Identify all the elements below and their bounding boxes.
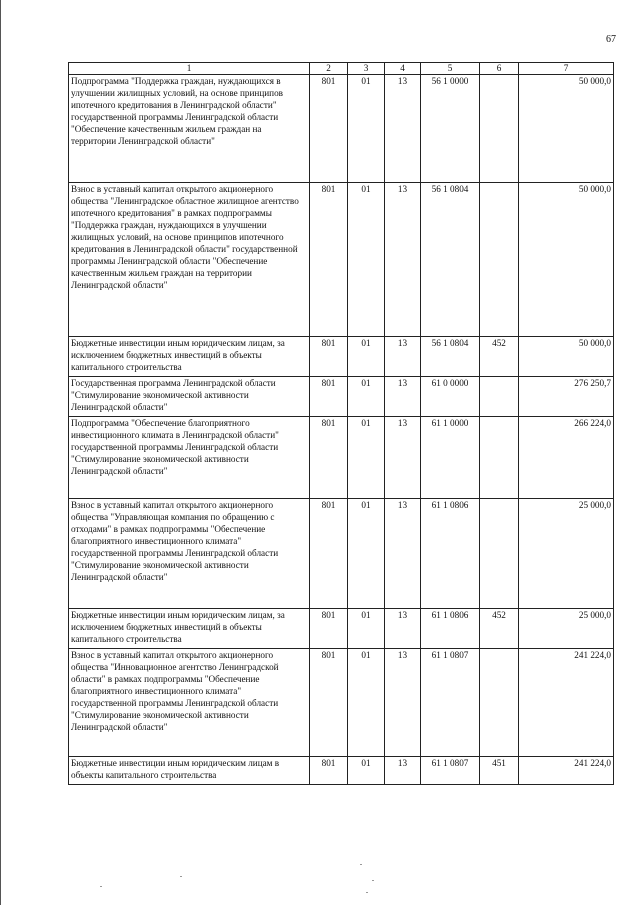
row-code-ministry: 801 [310,377,348,417]
row-code-expense-type [480,377,519,417]
row-code-subsection: 13 [385,337,421,377]
row-code-subsection: 13 [385,377,421,417]
row-code-section: 01 [348,757,385,785]
row-code-ministry: 801 [310,183,348,337]
row-code-expense-type [480,499,519,609]
row-amount: 25 000,0 [519,499,614,609]
row-code-target: 61 1 0806 [421,499,480,609]
row-amount: 50 000,0 [519,183,614,337]
row-amount: 276 250,7 [519,377,614,417]
column-number: 1 [69,63,310,75]
row-code-section: 01 [348,183,385,337]
column-number: 4 [385,63,421,75]
row-amount: 25 000,0 [519,609,614,649]
table-row [69,609,614,649]
row-amount: 50 000,0 [519,337,614,377]
row-code-section: 01 [348,337,385,377]
table-row [69,75,614,183]
row-code-ministry: 801 [310,649,348,757]
column-number: 2 [310,63,348,75]
row-amount: 241 224,0 [519,649,614,757]
row-code-expense-type: 451 [480,757,519,785]
row-code-ministry: 801 [310,417,348,499]
row-code-section: 01 [348,417,385,499]
table-row [69,377,614,417]
row-code-subsection: 13 [385,417,421,499]
row-code-target: 56 1 0804 [421,337,480,377]
row-name: Подпрограмма "Обеспечение благоприятного инвестиционного климата в Ленинградской области" государственной программы Ленинградской области "Стимулирование экономической активности Ленинградской области" [69,417,310,499]
row-code-expense-type [480,183,519,337]
row-amount: 50 000,0 [519,75,614,183]
row-code-target: 56 1 0000 [421,75,480,183]
row-name: Бюджетные инвестиции иным юридическим лицам в объекты капитального строительства [69,757,310,785]
row-code-subsection: 13 [385,649,421,757]
table-row [69,337,614,377]
column-number: 5 [421,63,480,75]
row-code-ministry: 801 [310,609,348,649]
row-code-expense-type: 452 [480,337,519,377]
row-amount: 241 224,0 [519,757,614,785]
scan-edge [0,0,1,905]
row-code-expense-type [480,417,519,499]
table-row [69,417,614,499]
column-number: 6 [480,63,519,75]
column-number-row [69,63,614,75]
row-code-section: 01 [348,499,385,609]
row-code-target: 61 1 0807 [421,649,480,757]
row-name: Взнос в уставный капитал открытого акционерного общества "Управляющая компания по обращению с отходами" в рамках подпрограммы "Обеспечение благоприятного инвестиционного климата" государственной программы Ленинградской области "Стимулирование экономической активности Ленинградской области" [69,499,310,609]
row-code-target: 56 1 0804 [421,183,480,337]
row-code-section: 01 [348,649,385,757]
row-amount: 266 224,0 [519,417,614,499]
table-row [69,183,614,337]
column-number: 7 [519,63,614,75]
row-code-target: 61 1 0807 [421,757,480,785]
row-code-ministry: 801 [310,75,348,183]
row-name: Взнос в уставный капитал открытого акционерного общества "Инновационное агентство Ленинградской области" в рамках подпрограммы "Обеспечение благоприятного инвестиционного климата" государственной программы Ленинградской области "Стимулирование экономической активности Ленинградской области" [69,649,310,757]
table-row [69,649,614,757]
table-row [69,757,614,785]
row-code-ministry: 801 [310,757,348,785]
scan-speck [372,880,374,881]
row-code-target: 61 0 0000 [421,377,480,417]
scan-speck [180,876,182,877]
scan-speck [366,892,368,893]
row-code-subsection: 13 [385,757,421,785]
row-code-subsection: 13 [385,609,421,649]
row-name: Подпрограмма "Поддержка граждан, нуждающихся в улучшении жилищных условий, на основе принципов ипотечного кредитования в Ленинградской области" государственной программы Ленинградской области "Обеспечение качественным жильем граждан на территории Ленинградской области" [69,75,310,183]
row-code-target: 61 1 0806 [421,609,480,649]
table-row [69,499,614,609]
column-number: 3 [348,63,385,75]
row-code-expense-type: 452 [480,609,519,649]
row-code-target: 61 1 0000 [421,417,480,499]
row-code-section: 01 [348,75,385,183]
row-name: Бюджетные инвестиции иным юридическим лицам, за исключением бюджетных инвестиций в объекты капитального строительства [69,609,310,649]
row-code-expense-type [480,649,519,757]
row-name: Взнос в уставный капитал открытого акционерного общества "Ленинградское областное жилищное агентство ипотечного кредитования" в рамках подпрограммы "Поддержка граждан, нуждающихся в улучшении жилищных условий, на основе принципов ипотечного кредитования в Ленинградской области" государственной программы Ленинградской области "Обеспечение качественным жильем граждан на территории Ленинградской области" [69,183,310,337]
scan-speck [100,886,102,887]
row-name: Государственная программа Ленинградской области "Стимулирование экономической активности Ленинградской области" [69,377,310,417]
row-code-section: 01 [348,609,385,649]
row-code-ministry: 801 [310,337,348,377]
row-code-ministry: 801 [310,499,348,609]
row-code-subsection: 13 [385,499,421,609]
page-number: 67 [606,34,616,45]
scan-speck [360,864,362,865]
row-code-subsection: 13 [385,75,421,183]
row-code-expense-type [480,75,519,183]
row-code-subsection: 13 [385,183,421,337]
row-code-section: 01 [348,377,385,417]
row-name: Бюджетные инвестиции иным юридическим лицам, за исключением бюджетных инвестиций в объекты капитального строительства [69,337,310,377]
budget-table [68,62,614,785]
